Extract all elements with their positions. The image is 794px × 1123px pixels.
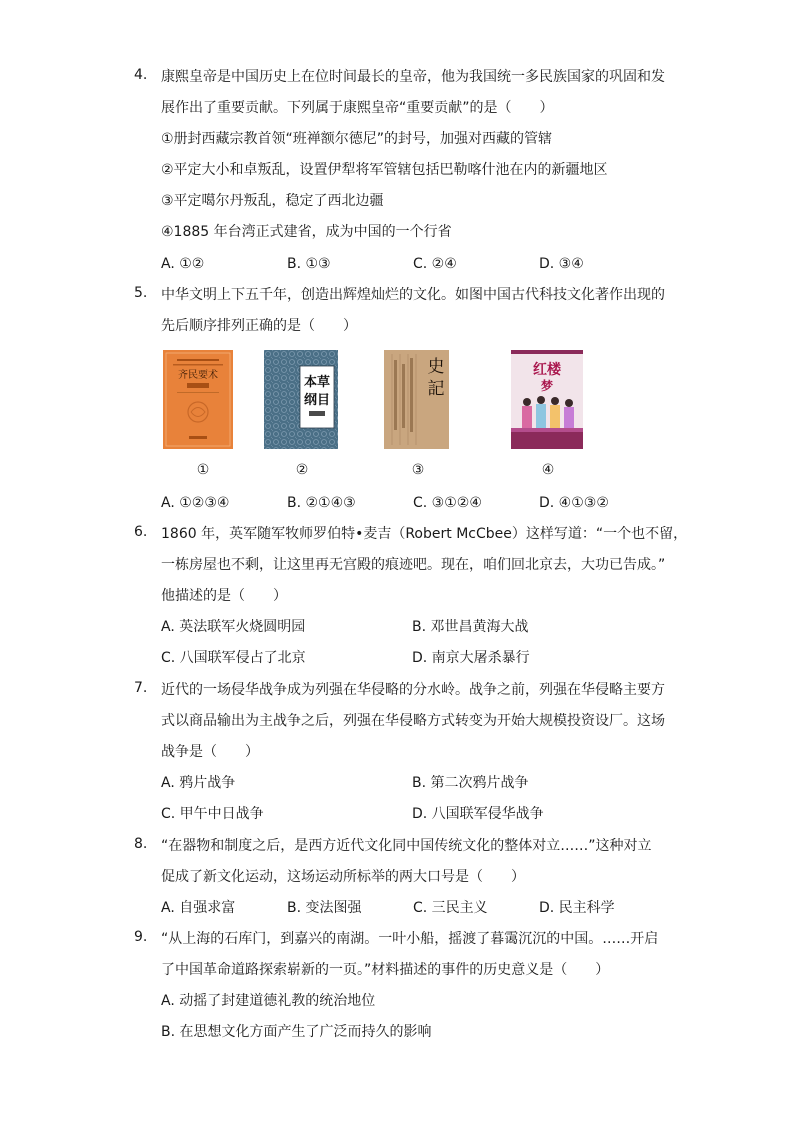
svg-text:本草: 本草 <box>303 375 331 390</box>
options-row <box>161 617 671 637</box>
options-row <box>161 898 671 918</box>
question-text: 式以商品输出为主战争之后，列强在华侵略方式转变为开始大规模投资设厂。这场 <box>161 713 665 729</box>
option-d[interactable]: D. 民主科学 <box>539 900 615 916</box>
book-label-2: ② <box>295 462 309 478</box>
svg-text:红楼: 红楼 <box>533 362 561 378</box>
option-c[interactable]: C. ②④ <box>413 256 457 272</box>
book-label-3: ③ <box>411 462 425 478</box>
book-cover-bencaogangmu <box>264 350 338 449</box>
options-row <box>161 254 671 274</box>
question-text: 他描述的是（ ） <box>161 588 287 604</box>
option-b[interactable]: B. ②①④③ <box>287 495 356 511</box>
option-b[interactable]: B. 邓世昌黄海大战 <box>412 619 529 635</box>
option-d[interactable]: D. 八国联军侵华战争 <box>412 806 544 822</box>
option-d[interactable]: D. ③④ <box>539 256 584 272</box>
option-c[interactable]: C. ③①②④ <box>413 495 482 511</box>
book-title-1: 齐民要术 <box>178 370 218 381</box>
option-b[interactable]: B. 第二次鸦片战争 <box>412 775 529 791</box>
question-number: 7. <box>134 680 148 696</box>
question-text: “从上海的石库门，到嘉兴的南湖。一叶小船，摇渡了暮霭沉沉的中国。……开启 <box>161 931 659 947</box>
options-row <box>161 648 671 668</box>
options-row <box>161 773 671 793</box>
option-c[interactable]: C. 甲午中日战争 <box>161 806 264 822</box>
option-c[interactable]: C. 三民主义 <box>413 900 488 916</box>
option-a[interactable]: A. ①② <box>161 256 205 272</box>
option-b[interactable]: B. 在思想文化方面产生了广泛而持久的影响 <box>161 1024 432 1040</box>
question-number: 9. <box>134 929 148 945</box>
question-text: 促成了新文化运动，这场运动所标举的两大口号是（ ） <box>161 869 525 885</box>
book-cover-qiminyaoshu <box>163 350 233 449</box>
question-text: 一栋房屋也不剩，让这里再无宫殿的痕迹吧。现在，咱们回北京去，大功已告成。” <box>161 557 666 573</box>
question-text: 展作出了重要贡献。下列属于康熙皇帝“重要贡献”的是（ ） <box>161 100 554 116</box>
option-a[interactable]: A. 鸦片战争 <box>161 775 236 791</box>
question-number: 8. <box>134 836 148 852</box>
option-b[interactable]: B. ①③ <box>287 256 331 272</box>
option-a[interactable]: A. 自强求富 <box>161 900 236 916</box>
option-b[interactable]: B. 变法图强 <box>287 900 362 916</box>
option-a[interactable]: A. 英法联军火烧圆明园 <box>161 619 306 635</box>
statement-4: ④1885 年台湾正式建省，成为中国的一个行省 <box>161 224 452 240</box>
statement-2: ②平定大小和卓叛乱，设置伊犁将军管辖包括巴勒喀什池在内的新疆地区 <box>161 162 608 178</box>
svg-text:史: 史 <box>427 357 445 377</box>
options-row <box>161 1022 671 1042</box>
option-a[interactable]: A. ①②③④ <box>161 495 230 511</box>
option-d[interactable]: D. ④①③② <box>539 495 609 511</box>
option-d[interactable]: D. 南京大屠杀暴行 <box>412 650 530 666</box>
question-text: 近代的一场侵华战争成为列强在华侵略的分水岭。战争之前，列强在华侵略主要方 <box>161 682 665 698</box>
options-row <box>161 804 671 824</box>
question-text: 了中国革命道路探索崭新的一页。”材料描述的事件的历史意义是（ ） <box>161 962 610 978</box>
options-row <box>161 991 671 1011</box>
question-text: 先后顺序排列正确的是（ ） <box>161 318 357 334</box>
book-label-1: ① <box>196 462 210 478</box>
question-text: 康熙皇帝是中国历史上在位时间最长的皇帝，他为我国统一多民族国家的巩固和发 <box>161 69 665 85</box>
options-row <box>161 493 671 513</box>
question-number: 5. <box>134 285 148 301</box>
svg-text:纲目: 纲目 <box>303 393 331 408</box>
question-number: 6. <box>134 524 148 540</box>
question-text: 中华文明上下五千年，创造出辉煌灿烂的文化。如图中国古代科技文化著作出现的 <box>161 287 665 303</box>
question-number: 4. <box>134 67 148 83</box>
question-text: 1860 年，英军随军牧师罗伯特•麦吉（Robert McCbee）这样写道：“一个也不留， <box>161 526 688 542</box>
question-text: 战争是（ ） <box>161 744 259 760</box>
option-c[interactable]: C. 八国联军侵占了北京 <box>161 650 306 666</box>
book-cover-shiji <box>384 350 449 449</box>
statement-1: ①册封西藏宗教首领“班禅额尔德尼”的封号，加强对西藏的管辖 <box>161 131 553 147</box>
book-cover-hongloumeng <box>511 350 583 449</box>
book-covers-figure <box>161 350 591 480</box>
question-text: “在器物和制度之后，是西方近代文化同中国传统文化的整体对立……”这种对立 <box>161 838 652 854</box>
statement-3: ③平定噶尔丹叛乱，稳定了西北边疆 <box>161 193 384 209</box>
book-label-4: ④ <box>541 462 555 478</box>
svg-text:梦: 梦 <box>540 379 554 393</box>
option-a[interactable]: A. 动摇了封建道德礼教的统治地位 <box>161 993 376 1009</box>
svg-text:記: 記 <box>427 379 445 399</box>
